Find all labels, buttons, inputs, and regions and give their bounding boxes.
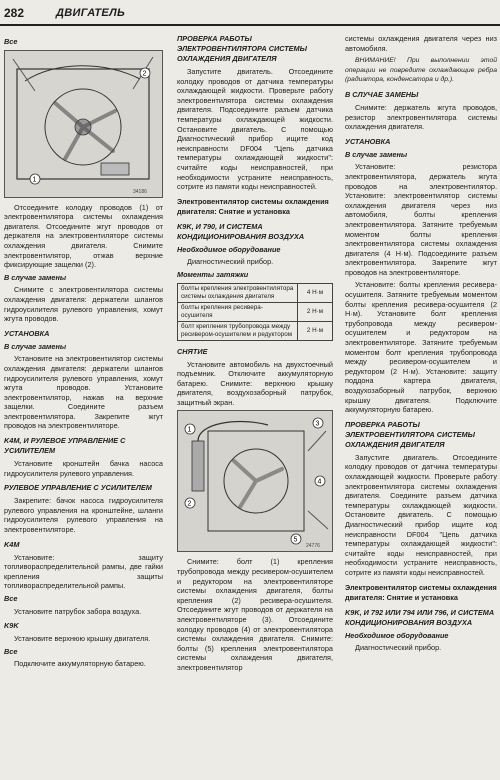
- subheading: Необходимое оборудование: [345, 630, 449, 640]
- subheading-torque: Моменты затяжки: [177, 269, 249, 279]
- subheading: Все: [4, 646, 18, 656]
- figure-label: Все: [4, 37, 18, 46]
- column-right: [345, 34, 497, 656]
- paragraph: Установите верхнюю крышку двигателя.: [14, 634, 151, 644]
- heading-procedure: Электровентилятор системы охлаждения двигателя: Снятие и установка: [345, 582, 497, 602]
- heading-check: ПРОВЕРКА РАБОТЫ ЭЛЕКТРОВЕНТИЛЯТОРА СИСТЕМЫ ОХЛАЖДЕНИЯ ДВИГАТЕЛЯ: [345, 419, 475, 449]
- paragraph: Снимите с электровентилятора системы охлаждения двигателя: держатели шлангов гидроусилителя рулевого управления, хомут жгута проводов.: [4, 285, 163, 324]
- heading-variant: РУЛЕВОЕ УПРАВЛЕНИЕ С УСИЛИТЕЛЕМ: [4, 483, 152, 493]
- paragraph: Диагностический прибор.: [187, 257, 274, 267]
- heading-procedure: Электровентилятор системы охлаждения двигателя: Снятие и установка: [177, 196, 329, 216]
- paragraph: Диагностический прибор.: [355, 643, 442, 653]
- heading-removal: СНЯТИЕ: [177, 346, 208, 356]
- paragraph: Установите: болты крепления ресивера-осушителя. Затяните требуемым моментом болты крепления ресивера-осушителя (2 Н·м). Установите болт крепления трубопровода между ресивером-осушителем и редуктором на электровентиляторе. Затяните требуемым моментом болт крепления трубопровода между ресивером-осушителем и редуктором (2 Н·м). Установите: защиту поддона картера двигателя, воздухозаборный патрубок, верхнюю крышку двигателя. Подключите аккумуляторную батарею.: [345, 280, 497, 415]
- fan-assembly-illustration: [5, 51, 162, 197]
- table-row: [178, 283, 333, 302]
- heading-installation: УСТАНОВКА: [4, 328, 50, 338]
- subheading: В случае замены: [345, 149, 408, 159]
- table-row: [178, 302, 333, 321]
- heading-variant: K4M: [4, 539, 20, 549]
- paragraph: Установите на электровентилятор системы охлаждения двигателя: держатели шлангов гидроусилителя рулевого управления, хомут жгута проводов. Установите электровентилятор, нажав на верхние защелки. Соедините разъем электровентилятора. Закрепите жгут проводов на электровентиляторе.: [4, 354, 163, 431]
- paragraph: Установите автомобиль на двухстоечный подъемник. Отключите аккумуляторную батарею. Снимите: верхнюю крышку двигателя, воздухозаборный патрубок, защитный экран.: [177, 359, 333, 407]
- paragraph: Установите патрубок забора воздуха.: [14, 606, 142, 616]
- figure-id: 34186: [133, 188, 147, 195]
- torque-table: [177, 283, 333, 341]
- table-cell: 2 Н·м: [298, 302, 333, 321]
- page-header: [0, 0, 500, 26]
- figure-receiver-dryer: [177, 410, 333, 552]
- paragraph: Запустите двигатель. Отсоедините колодку проводов от датчика температуры охлаждающей жидкости. Проверьте работу электровентилятора системы охлаждения двигателя. Соедините разъем датчика температуры охлаждающей жидкости. Остановите двигатель. С помощью Диагностический прибор ищите код неисправности DF004 "Цепь датчика температуры охлаждающей жидкости": считайте коды неисправностей, при необходимости устраните неисправность, сотрите из памяти коды неисправностей.: [345, 452, 497, 577]
- heading-installation: УСТАНОВКА: [345, 136, 391, 146]
- svg-text:5: 5: [293, 536, 298, 544]
- paragraph: Установите: защиту топливораспределительной рампы, две гайки крепления защиты топливораспределительной рампы.: [4, 552, 163, 591]
- svg-text:1: 1: [187, 426, 192, 434]
- heading-variant: K9K, И 790, И СИСТЕМА КОНДИЦИОНИРОВАНИЯ ВОЗДУХА: [177, 221, 305, 241]
- table-cell: болты крепления электровентилятора системы охлаждения двигателя: [178, 283, 298, 302]
- paragraph: Установите кронштейн бачка насоса гидроусилителя рулевого управления.: [4, 459, 163, 478]
- page-number: 282: [4, 6, 25, 20]
- subheading: Необходимое оборудование: [177, 244, 281, 254]
- paragraph: Снимите: болт (1) крепления трубопровода между ресивером-осушителем и редуктором на электровентиляторе системы охлаждения двигателя, болты крепления (2) ресивера-осушителя. Отсоедините жгут проводов от держателя на электровентиляторе (3). Отсоедините колодку проводов (4) от электровентилятора системы охлаждения двигателя. Снимите: болты (5) крепления электровентилятора системы охлаждения двигателя, электровентилятор: [177, 557, 333, 672]
- paragraph: Запустите двигатель. Отсоедините колодку проводов от датчика температуры охлаждающей жидкости. Проверьте работу электровентилятора системы охлаждения двигателя. Подсоедините разъем датчика температуры охлаждающей жидкости. Остановите двигатель. С помощью Диагностический прибор ищите код неисправности DF004 "Цепь датчика температуры охлаждающей жидкости": считайте коды неисправностей, при необходимости устраните неисправность, сотрите из памяти коды неисправностей.: [177, 67, 333, 192]
- paragraph: Подключите аккумуляторную батарею.: [14, 659, 146, 669]
- heading-variant: K4M, И РУЛЕВОЕ УПРАВЛЕНИЕ С УСИЛИТЕЛЕМ: [4, 436, 126, 456]
- paragraph: Закрепите: бачок насоса гидроусилителя рулевого управления на кронштейне, шланги гидроусилителя рулевого управления на электровентиляторе.: [4, 496, 163, 535]
- svg-text:4: 4: [317, 478, 322, 486]
- paragraph: Установите: резистора электровентилятора, держатель жгута проводов на электровентилятор. Установите: электровентилятор системы охлаждения двигателя через низ автомобиля, болты крепления электровентилятора. Затяните требуемым моментом болты крепления электровентилятора системы охлаждения двигателя (4 Н·м). Подсоедините разъем электровентилятора. Закрепите жгут проводов на электровентиляторе.: [345, 162, 497, 277]
- table-cell: болты крепления ресивера-осушителя: [178, 302, 298, 321]
- header-rule: [0, 24, 500, 26]
- table-cell: болт крепления трубопровода между ресивером-осушителем и редуктором: [178, 321, 298, 340]
- receiver-dryer-illustration: [178, 411, 332, 551]
- heading-variant: K9K, И 792 ИЛИ 794 ИЛИ 796, И СИСТЕМА КОНДИЦИОНИРОВАНИЯ ВОЗДУХА: [345, 607, 495, 627]
- heading-replacement: В СЛУЧАЕ ЗАМЕНЫ: [345, 89, 419, 99]
- svg-text:1: 1: [32, 176, 37, 184]
- subheading: Все: [4, 594, 18, 603]
- subheading: В случае замены: [4, 272, 67, 282]
- svg-text:2: 2: [187, 500, 192, 508]
- heading-variant: K9K: [4, 621, 19, 631]
- column-middle: [177, 34, 333, 676]
- subheading: В случае замены: [4, 341, 67, 351]
- section-title: ДВИГАТЕЛЬ: [56, 7, 126, 19]
- table-cell: 4 Н·м: [298, 283, 333, 302]
- table-row: [178, 321, 333, 340]
- paragraph: Отсоедините колодку проводов (1) от электровентилятора системы охлаждения двигателя. Отсоедините жгут проводов от держателя на электровентиляторе системы охлаждения двигателя. Снимите электровентилятор, отжав верхние фиксирующие защелки (2).: [4, 202, 163, 270]
- figure-fan-removal: [4, 50, 163, 198]
- warning-note: ВНИМАНИЕ! При выполнении этой операции не повредите охлаждающие ребра (радиатора, конденсатора и др.).: [345, 57, 497, 84]
- svg-text:2: 2: [142, 70, 147, 78]
- heading-check: ПРОВЕРКА РАБОТЫ ЭЛЕКТРОВЕНТИЛЯТОРА СИСТЕМЫ ОХЛАЖДЕНИЯ ДВИГАТЕЛЯ: [177, 34, 307, 63]
- paragraph: системы охлаждения двигателя через низ автомобиля.: [345, 34, 497, 53]
- column-left: [4, 34, 163, 672]
- table-cell: 2 Н·м: [298, 321, 333, 340]
- paragraph: Снимите: держатель жгута проводов, резистор электровентилятора системы охлаждения двигателя.: [345, 102, 497, 132]
- figure-id: 24776: [306, 543, 320, 550]
- svg-text:3: 3: [315, 420, 320, 428]
